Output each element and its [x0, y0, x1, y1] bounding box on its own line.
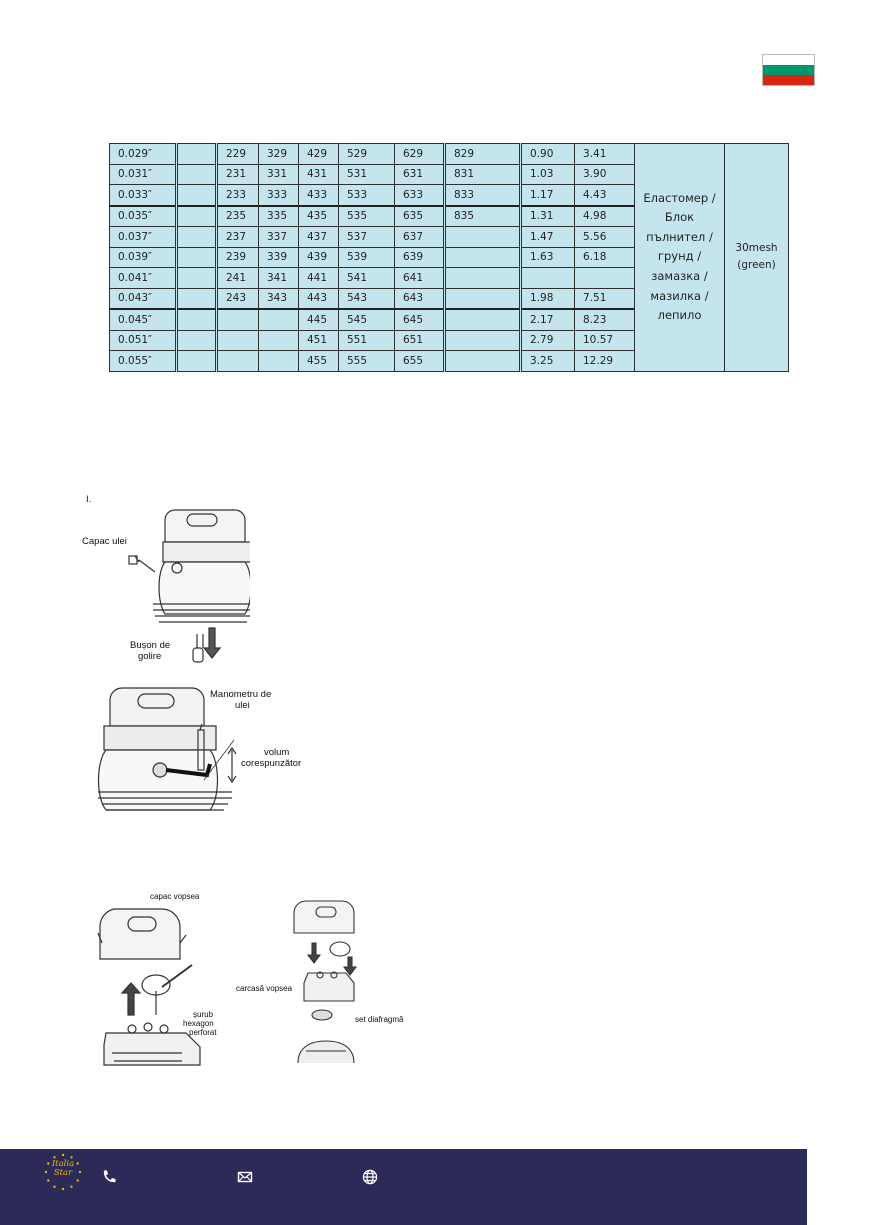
hex-screw-label-line3: perforat — [189, 1028, 217, 1037]
table-cell: 433 — [299, 185, 339, 206]
table-cell — [177, 351, 217, 372]
table-cell — [445, 227, 521, 248]
bulgaria-flag-icon — [762, 54, 815, 86]
table-cell: 431 — [299, 164, 339, 185]
table-cell: 0.037″ — [110, 227, 177, 248]
paint-housing-label: carcasă vopsea — [236, 984, 293, 993]
table-cell: 635 — [395, 206, 445, 227]
table-cell: 831 — [445, 164, 521, 185]
volume-label-line2: corespunzător — [241, 758, 302, 769]
paint-housing-illustration — [290, 895, 370, 1070]
table-cell — [177, 288, 217, 309]
logo-text — [44, 1160, 82, 1178]
table-cell — [259, 351, 299, 372]
table-cell: 10.57 — [575, 330, 635, 351]
table-cell: 537 — [339, 227, 395, 248]
table-cell — [259, 330, 299, 351]
figure-marker: I. — [86, 494, 92, 505]
table-cell: 341 — [259, 268, 299, 289]
table-cell: 1.47 — [521, 227, 575, 248]
table-cell: 835 — [445, 206, 521, 227]
oil-cap-label: Capac ulei — [82, 536, 127, 547]
table-cell: 3.90 — [575, 164, 635, 185]
table-cell: 833 — [445, 185, 521, 206]
table-cell: 343 — [259, 288, 299, 309]
table-cell: 241 — [217, 268, 259, 289]
hex-screw-label-line2: hexagon — [183, 1019, 214, 1028]
table-cell: 0.051″ — [110, 330, 177, 351]
table-cell — [521, 268, 575, 289]
table-cell: 439 — [299, 247, 339, 268]
table-cell: 237 — [217, 227, 259, 248]
table-cell: 5.56 — [575, 227, 635, 248]
table-cell: 441 — [299, 268, 339, 289]
paint-cover-illustration — [92, 895, 227, 1075]
table-cell: 443 — [299, 288, 339, 309]
table-cell: 651 — [395, 330, 445, 351]
table-cell — [445, 351, 521, 372]
table-cell: 643 — [395, 288, 445, 309]
table-cell: 2.17 — [521, 309, 575, 330]
table-cell — [259, 309, 299, 330]
table-cell: 0.043″ — [110, 288, 177, 309]
table-body — [110, 144, 789, 372]
paint-cover-label: capac vopsea — [150, 892, 200, 901]
logo-text-line1: Italia — [51, 1159, 75, 1169]
table-cell: 555 — [339, 351, 395, 372]
table-cell: 639 — [395, 247, 445, 268]
table-cell: 0.031″ — [110, 164, 177, 185]
table-cell: 645 — [395, 309, 445, 330]
filter-mesh-cell: 30mesh (green) — [725, 144, 789, 372]
table-cell: 229 — [217, 144, 259, 165]
logo-text-line2: Star — [53, 1168, 73, 1178]
table-cell: 339 — [259, 247, 299, 268]
table-cell — [445, 309, 521, 330]
table-cell — [445, 268, 521, 289]
table-cell: 551 — [339, 330, 395, 351]
table-cell: 235 — [217, 206, 259, 227]
oil-gauge-label-line2: ulei — [235, 700, 250, 711]
table-cell: 231 — [217, 164, 259, 185]
table-cell: 0.045″ — [110, 309, 177, 330]
table-cell: 333 — [259, 185, 299, 206]
table-cell: 4.43 — [575, 185, 635, 206]
table-cell: 451 — [299, 330, 339, 351]
table-cell: 243 — [217, 288, 259, 309]
table-cell: 533 — [339, 185, 395, 206]
table-cell: 539 — [339, 247, 395, 268]
table-cell: 1.63 — [521, 247, 575, 268]
table-cell: 4.98 — [575, 206, 635, 227]
table-cell: 335 — [259, 206, 299, 227]
table-cell: 529 — [339, 144, 395, 165]
table-cell: 633 — [395, 185, 445, 206]
table-cell — [177, 144, 217, 165]
table-cell: 3.41 — [575, 144, 635, 165]
table-cell: 8.23 — [575, 309, 635, 330]
volume-label-line1: volum — [264, 747, 290, 758]
diaphragm-set-label: set diafragmă — [355, 1015, 404, 1024]
footer-bar — [0, 1149, 807, 1225]
table-cell — [177, 206, 217, 227]
table-cell: 637 — [395, 227, 445, 248]
table-cell: 329 — [259, 144, 299, 165]
table-cell: 0.055″ — [110, 351, 177, 372]
table-cell — [177, 268, 217, 289]
table-cell: 641 — [395, 268, 445, 289]
table-cell — [445, 247, 521, 268]
table-cell: 437 — [299, 227, 339, 248]
table-cell: 0.029″ — [110, 144, 177, 165]
material-type-cell: Еластомер / Блок пълнител / грунд / замазка / мазилка / лепило — [635, 144, 725, 372]
table-cell — [177, 164, 217, 185]
hex-screw-label-line1: șurub — [193, 1010, 214, 1019]
table-cell: 541 — [339, 268, 395, 289]
table-cell: 2.79 — [521, 330, 575, 351]
table-cell — [575, 268, 635, 289]
table-cell: 1.03 — [521, 164, 575, 185]
table-cell: 0.041″ — [110, 268, 177, 289]
drain-plug-label-line2: golire — [138, 651, 162, 662]
table-cell — [177, 330, 217, 351]
table-cell: 0.033″ — [110, 185, 177, 206]
table-cell: 239 — [217, 247, 259, 268]
table-cell: 543 — [339, 288, 395, 309]
table-cell: 531 — [339, 164, 395, 185]
drain-plug-label-line1: Bușon de — [130, 640, 171, 651]
oil-gauge-label-line1: Manometru de — [210, 689, 272, 700]
table-cell: 829 — [445, 144, 521, 165]
table-cell: 535 — [339, 206, 395, 227]
table-cell: 0.039″ — [110, 247, 177, 268]
table-cell: 545 — [339, 309, 395, 330]
table-cell: 1.98 — [521, 288, 575, 309]
table-cell — [217, 309, 259, 330]
table-cell: 429 — [299, 144, 339, 165]
table-cell: 445 — [299, 309, 339, 330]
table-cell: 331 — [259, 164, 299, 185]
table-cell — [217, 351, 259, 372]
nozzle-spec-table — [109, 143, 789, 372]
oil-gauge-illustration — [92, 680, 342, 830]
table-cell: 629 — [395, 144, 445, 165]
table-cell — [217, 330, 259, 351]
table-cell — [445, 288, 521, 309]
table-cell: 655 — [395, 351, 445, 372]
table-cell — [445, 330, 521, 351]
table-cell: 7.51 — [575, 288, 635, 309]
table-cell — [177, 309, 217, 330]
table-cell: 1.17 — [521, 185, 575, 206]
table-cell — [177, 247, 217, 268]
table-row — [110, 144, 789, 165]
table-cell: 233 — [217, 185, 259, 206]
table-cell: 631 — [395, 164, 445, 185]
table-cell — [177, 185, 217, 206]
mail-icon[interactable] — [237, 1169, 253, 1185]
table-cell: 435 — [299, 206, 339, 227]
phone-icon[interactable] — [101, 1169, 117, 1185]
table-cell: 0.90 — [521, 144, 575, 165]
globe-icon[interactable] — [362, 1169, 378, 1185]
table-cell: 3.25 — [521, 351, 575, 372]
table-cell: 0.035″ — [110, 206, 177, 227]
table-cell: 455 — [299, 351, 339, 372]
table-cell: 337 — [259, 227, 299, 248]
table-cell: 1.31 — [521, 206, 575, 227]
table-cell — [177, 227, 217, 248]
table-cell: 6.18 — [575, 247, 635, 268]
table-cell: 12.29 — [575, 351, 635, 372]
